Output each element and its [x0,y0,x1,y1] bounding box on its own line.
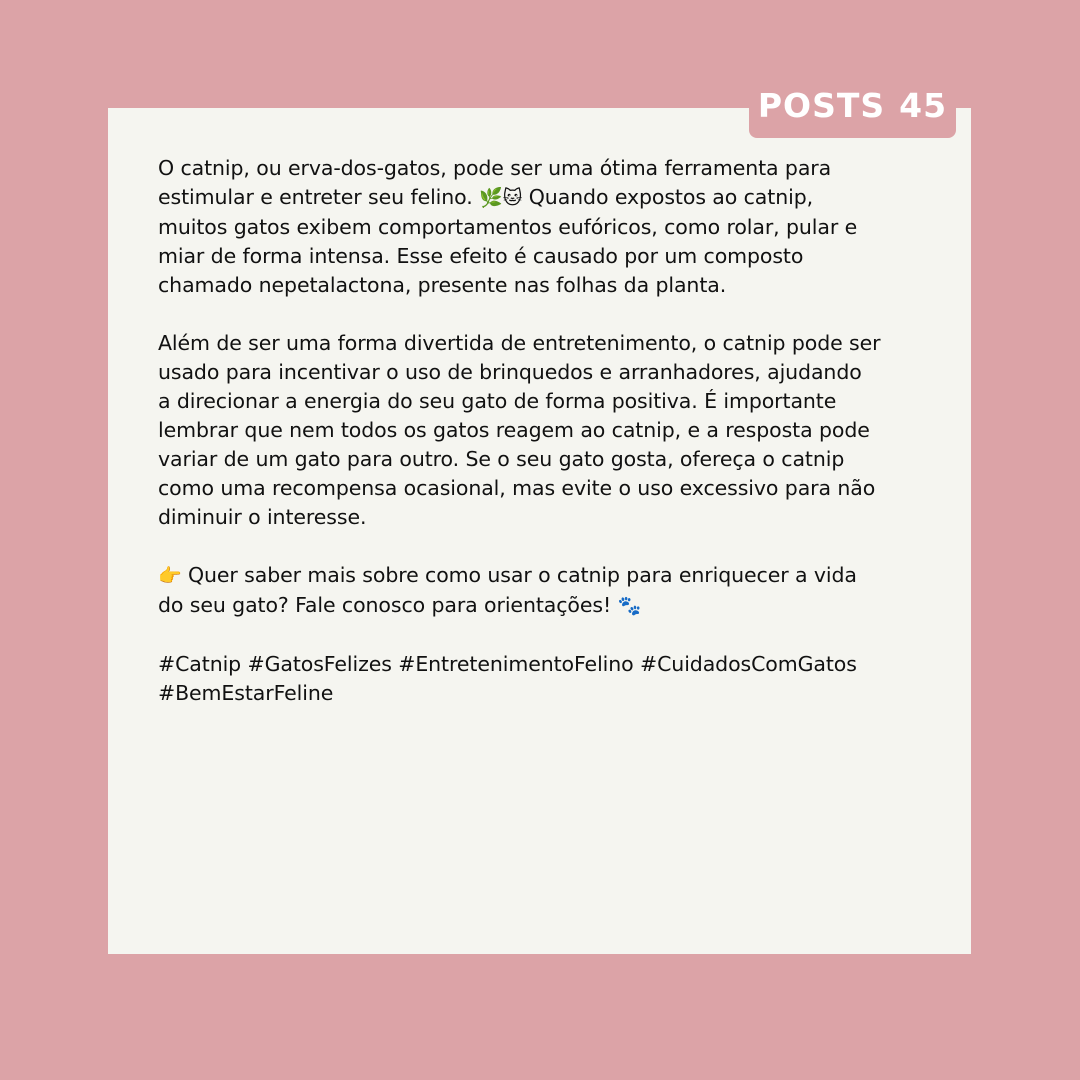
posts-badge [749,80,956,138]
pointing-hand-icon: 👉 [158,565,182,587]
herb-cat-emoji-icon: 🌿🐱 [479,187,523,209]
paw-prints-icon: 🐾 [617,595,642,617]
badge-number: 45 [899,86,948,125]
paragraph-intro-text-a: O catnip, ou erva-dos-gatos, pode ser uma ótima ferramenta para estimular e entreter seu felino. [158,156,832,209]
hashtags: #Catnip #GatosFelizes #EntretenimentoFelino #CuidadosComGatos #BemEstarFeline [158,652,857,705]
paragraph-details: Além de ser uma forma divertida de entretenimento, o catnip pode ser usado para incentivar o uso de brinquedos e arranhadores, ajudando a direcionar a energia do seu gato de forma positiva. É importante lembrar que nem todos os gatos reagem ao catnip, e a resposta pode variar de um gato para outro. Se o seu gato gosta, ofereça o catnip como uma recompensa ocasional, mas evite o uso excessivo para não diminuir o interesse. [158,331,881,529]
paragraph-cta [158,561,948,621]
post-content [158,154,948,708]
paragraph-intro-text-b: Quando expostos ao catnip, muitos gatos exibem comportamentos eufóricos, como rolar, pular e miar de forma intensa. Esse efeito é causado por um composto chamado nepetalactona, presente nas folhas da planta. [158,185,858,297]
cta-text: Quer saber mais sobre como usar o catnip para enriquecer a vida do seu gato? Fale conosco para orientações! [158,563,857,617]
paragraph-intro [158,154,948,300]
badge-label: POSTS [757,86,886,125]
